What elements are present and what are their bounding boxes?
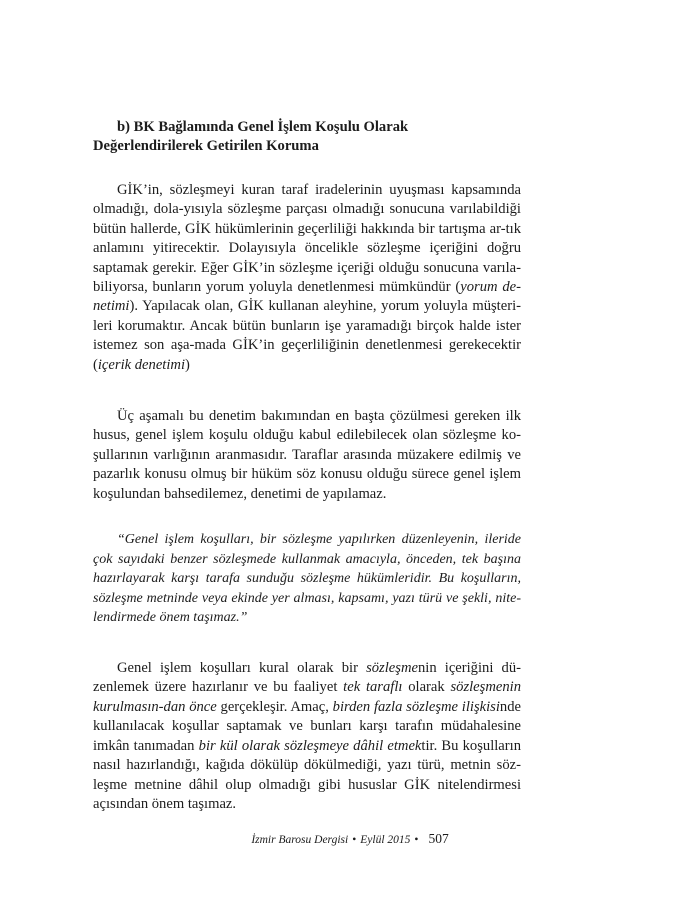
paragraph-1-text: ). Yapılacak olan, GİK kullanan aleyhine, yorum yoluyla müşteri-leri korumaktır. Ancak bütün bunların işe yaramadığı birçok halde ister istemez son aşa-mada GİK’in geçerliliğinin denetlenmesi gerekecektir ( (93, 298, 521, 373)
page-number: 507 (428, 831, 449, 846)
paragraph-3-text: olarak (402, 679, 451, 696)
paragraph-1-italic-icerik: içerik denetimi (97, 356, 185, 373)
paragraph-1 (93, 181, 521, 375)
paragraph-3-italic: birden fazla sözleşme ilişkisi (332, 698, 500, 715)
paragraph-3-text: gerçekleşir. Amaç, (216, 698, 333, 715)
journal-name: İzmir Barosu Dergisi (251, 834, 349, 846)
paragraph-1-text: GİK’in, sözleşmeyi kuran taraf iradelerinin uyuşması kapsamında olmadığı, dola-yısıyla sözleşme parçası olmadığı sonucuna varılabildiği bütün hallerde, GİK hükümlerinin geçerliliği hakkında bir tartışma ar-tık anlamını yitirecektir. Dolayısıyla öncelikle sözleşme içeriğini doğru saptamak gerekir. Eğer GİK’in sözleşme içeriği olduğu sonucuna varıla-biliyorsa, bunların yorum yoluyla denetlenmesi mümkündür ( (93, 182, 521, 296)
paragraph-3-italic: sözleşmenin kurulmasın-dan önce (93, 679, 522, 715)
paragraph-2: Üç aşamalı bu denetim bakımından en başta çözülmesi gereken ilk husus, genel işlem koşulu olduğu kabul edilebilecek olan sözleşme ko-şullarının varlığının aranmasıdır. Taraflar arasında müzakere edilmiş ve pazarlık konusu olmuş bir hüküm söz konusu olduğu sürece genel işlem koşulundan bahsedilemez, denetimi de yapılamaz. (93, 408, 521, 502)
paragraph-3-italic: sözleşme (366, 660, 418, 677)
paragraph-3-text: nin içeriğini dü-zenlemek üzere hazırlanır ve bu faaliyet (93, 660, 521, 696)
paragraph-3-italic: tek taraflı (343, 679, 403, 696)
block-quote: “Genel işlem koşulları, bir sözleşme yapılırken düzenleyenin, ileride çok sayıdaki benzer sözleşmede kullanmak amacıyla, önceden, tek başına hazırlayarak karşı tarafa sunduğu sözleşme hükümleridir. Bu koşulların, sözleşme metninde veya ekinde yer alması, kapsamı, yazı türü ve şekli, nite-lendirmede önem taşımaz.” (93, 532, 521, 626)
page-footer (0, 831, 700, 847)
paragraph-1-text: ) (185, 356, 190, 373)
paragraph-3-italic: bir kül olarak sözleşmeye dâhil etmek (198, 737, 422, 754)
footer-bullet: • (414, 834, 419, 846)
issue-date: Eylül 2015 (360, 834, 411, 846)
footer-bullet: • (352, 834, 357, 846)
paragraph-1-italic-yorum: yorum de-netimi (93, 279, 521, 315)
paragraph-3 (93, 659, 521, 814)
paragraph-3-text: tir. Bu koşulların nasıl hazırlandığı, kağıda dökülüp dökülmediği, yazı türü, metnin söz-leşme metnine dâhil olup olmadığı gibi hususlar GİK nitelendirmesi açısından önem taşımaz. (93, 737, 521, 812)
paragraph-3-text: Genel işlem koşulları kural olarak bir (117, 660, 367, 677)
section-heading: b) BK Bağlamında Genel İşlem Koşulu Olarak Değerlendirilerek Getirilen Koruma (93, 119, 409, 154)
document-page (93, 118, 521, 814)
paragraph-3-text: nde kullanılacak koşullar saptamak ve bunları karşı tarafın müdahalesine imkân tanımadan (93, 698, 521, 754)
